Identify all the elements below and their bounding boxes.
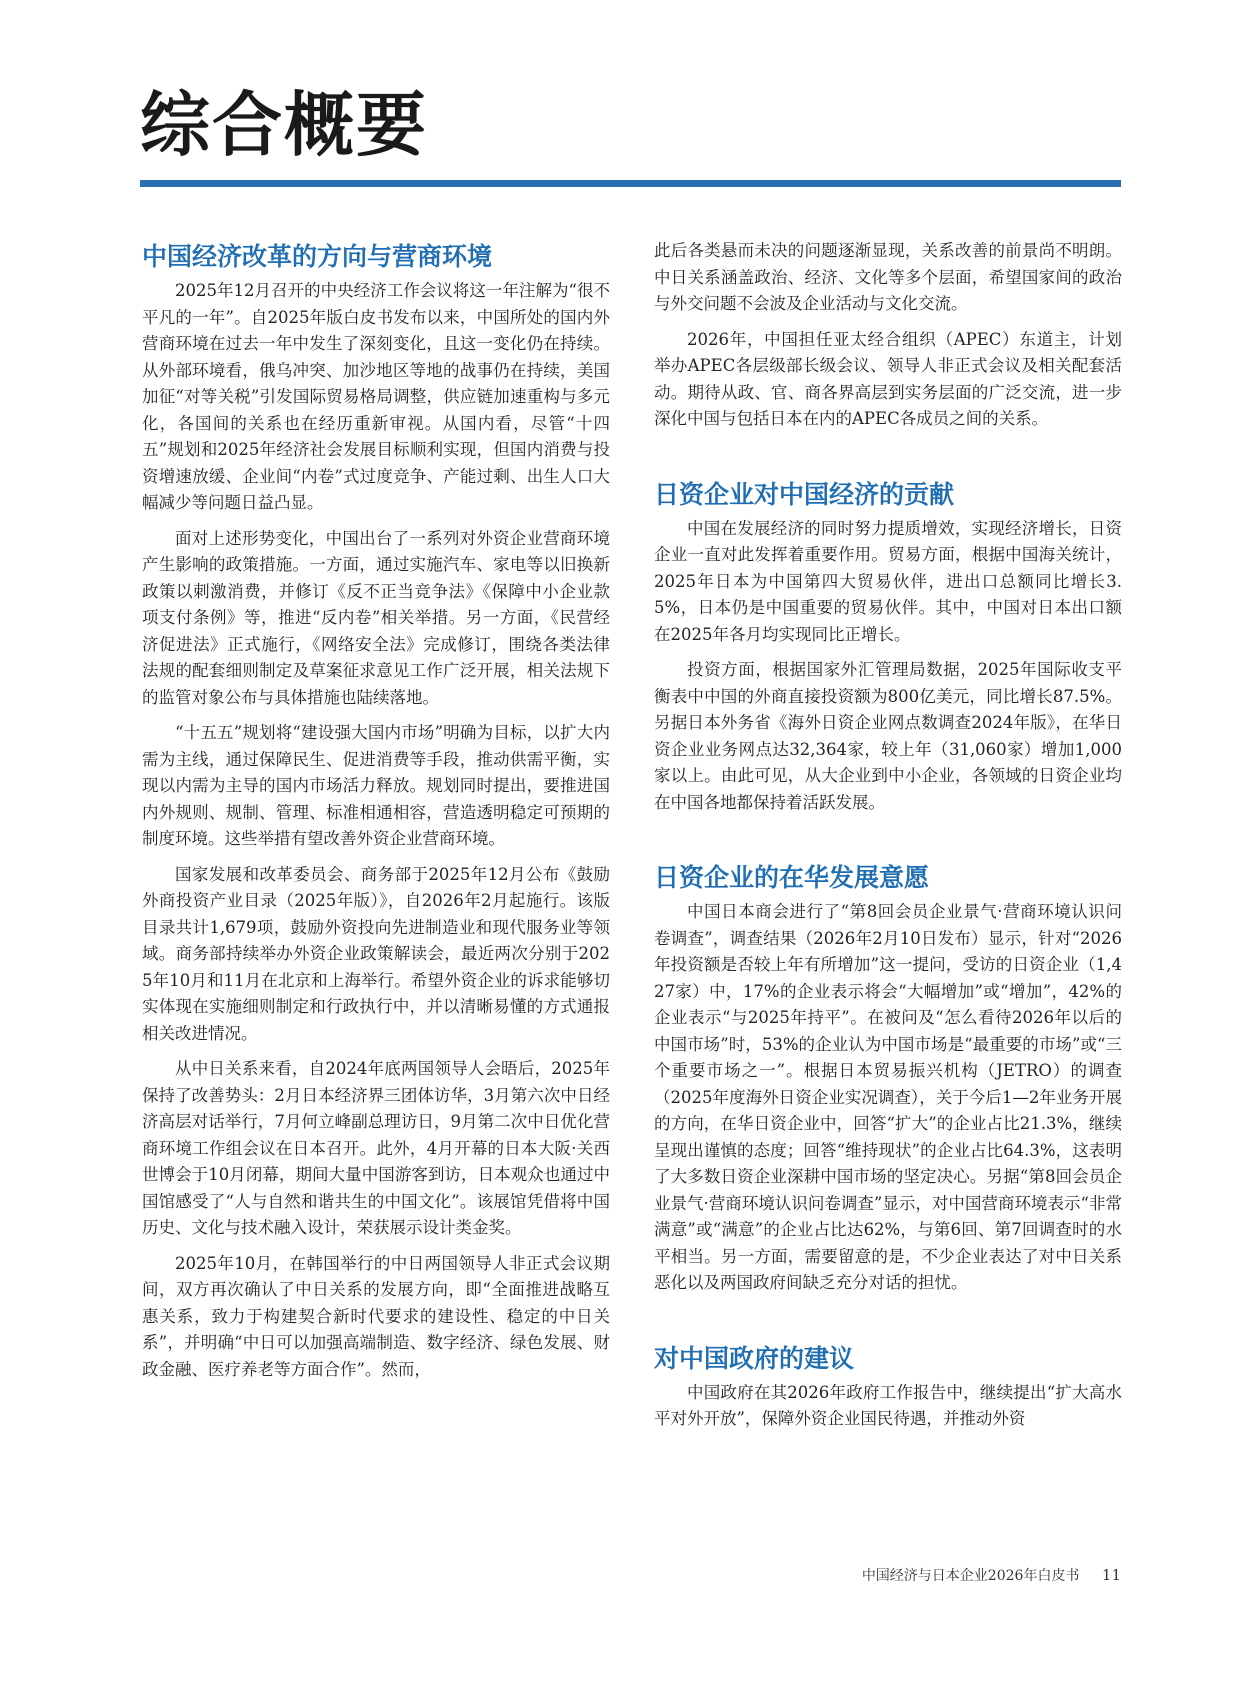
paragraph: 中国在发展经济的同时努力提质增效，实现经济增长，日资企业一直对此发挥着重要作用。贸易方面，根据中国海关统计，2025年日本为中国第四大贸易伙伴，进出口总额同比增长3.5%，日本仍是中国重要的贸易伙伴。其中，中国对日本出口额在2025年各月均实现同比正增长。 <box>654 518 1122 644</box>
section-heading-recommendations: 对中国政府的建议 <box>654 1343 855 1373</box>
paragraph: 中国日本商会进行了“第8回会员企业景气·营商环境认识问卷调查”，调查结果（2026年2月10日发布）显示，针对“2026年投资额是否较上年有所增加”这一提问，受访的日资企业（1,427家）中，17%的企业表示将会“大幅增加”或“增加”，42%的企业表示“与2025年持平”。在被问及“怎么看待2026年以后的中国市场”时，53%的企业认为中国市场是“最重要的市场”或“三个重要市场之一”。根据日本贸易振兴机构（JETRO）的调查（2025年度海外日资企业实况调查），关于今后1—2年业务开展的方向，在华日资企业中，回答“扩大”的企业占比21.3%，继续呈现出谨慎的态度；回答“维持现状”的企业占比64.3%，这表明了大多数日资企业深耕中国市场的坚定决心。另据“第8回会员企业景气·营商环境认识问卷调查”显示，对中国营商环境表示“非常满意”或“满意”的企业占比达62%，与第6回、第7回调查时的水平相当。另一方面，需要留意的是，不少企业表达了对中日关系恶化以及两国政府间缺乏充分对话的担忧。 <box>654 902 1122 1292</box>
paragraph: 2025年10月，在韩国举行的中日两国领导人非正式会议期间，双方再次确认了中日关系的发展方向，即“全面推进战略互惠关系，致力于构建契合新时代要求的建设性、稳定的中日关系”，并明确“中日可以加强高端制造、数字经济、绿色发展、财政金融、医疗养老等方面合作”。然而， <box>142 1253 610 1379</box>
section-heading-contribution: 日资企业对中国经济的贡献 <box>654 479 955 509</box>
section-heading-development-intent: 日资企业的在华发展意愿 <box>654 863 930 892</box>
paragraph: 中国政府在其2026年政府工作报告中，继续提出“扩大高水平对外开放”，保障外资企业国民待遇，并推动外资 <box>654 1382 1122 1428</box>
paragraph-continued: 此后各类悬而未决的问题逐渐显现，关系改善的前景尚不明朗。中日关系涵盖政治、经济、文化等多个层面，希望国家间的政治与外交问题不会波及企业活动与文化交流。 <box>654 241 1122 313</box>
paragraph: “十五五”规划将“建设强大国内市场”明确为目标，以扩大内需为主线，通过保障民生、促进消费等手段，推动供需平衡，实现以内需为主导的国内市场活力释放。规划同时提出，要推进国内外规则、规制、管理、标准相通相容，营造透明稳定可预期的制度环境。这些举措有望改善外资企业营商环境。 <box>142 723 610 848</box>
paragraph: 从中日关系来看，自2024年底两国领导人会晤后，2025年保持了改善势头：2月日本经济界三团体访华，3月第六次中日经济高层对话举行，7月何立峰副总理访日，9月第二次中日优化营商环境工作组会议在日本召开。此外，4月开幕的日本大阪·关西世博会于10月闭幕，期间大量中国游客到访，日本观众也通过中国馆感受了“人与自然和谐共生的中国文化”。该展馆凭借将中国历史、文化与技术融入设计，荣获展示设计类金奖。 <box>142 1059 610 1237</box>
section-heading-reform: 中国经济改革的方向与营商环境 <box>142 242 493 271</box>
page-number: 11 <box>1101 1566 1121 1584</box>
paragraph: 2026年，中国担任亚太经合组织（APEC）东道主，计划举办APEC各层级部长级会议、领导人非正式会议及相关配套活动。期待从政、官、商各界高层到实务层面的广泛交流，进一步深化中国与包括日本在内的APEC各成员之间的关系。 <box>654 329 1122 428</box>
paragraph: 国家发展和改革委员会、商务部于2025年12月公布《鼓励外商投资产业目录（2025年版）》，自2026年2月起施行。该版目录共计1,679项，鼓励外资投向先进制造业和现代服务业等领域。商务部持续举办外资企业政策解读会，最近两次分别于2025年10月和11月在北京和上海举行。希望外资企业的诉求能够切实体现在实施细则制定和行政执行中，并以清晰易懂的方式通报相关改进情况。 <box>142 864 610 1043</box>
paragraph: 面对上述形势变化，中国出台了一系列对外资企业营商环境产生影响的政策措施。一方面，通过实施汽车、家电等以旧换新政策以刺激消费，并修订《反不正当竞争法》《保障中小企业款项支付条例》等，推进“反内卷”相关举措。另一方面，《民营经济促进法》正式施行，《网络安全法》完成修订，围绕各类法律法规的配套细则制定及草案征求意见工作广泛开展，相关法规下的监管对象公布与具体措施也陆续落地。 <box>142 528 610 707</box>
page-footer <box>862 1565 1121 1585</box>
page-title: 综合概要 <box>140 84 428 166</box>
left-column <box>142 238 610 1392</box>
title-rule <box>140 180 1121 187</box>
paragraph: 投资方面，根据国家外汇管理局数据，2025年国际收支平衡表中中国的外商直接投资额为800亿美元，同比增长87.5%。另据日本外务省《海外日资企业网点数调查2024年版》，在华日资企业业务网点达32,364家，较上年（31,060家）增加1,000家以上。由此可见，从大企业到中小企业，各领域的日资企业均在中国各地都保持着活跃发展。 <box>654 660 1122 812</box>
paragraph: 2025年12月召开的中央经济工作会议将这一年注解为“很不平凡的一年”。自2025年版白皮书发布以来，中国所处的国内外营商环境在过去一年中发生了深刻变化，且这一变化仍在持续。从外部环境看，俄乌冲突、加沙地区等地的战事仍在持续，美国加征“对等关税”引发国际贸易格局调整，供应链加速重构与多元化，各国间的关系也在经历重新审视。从国内看，尽管“十四五”规划和2025年经济社会发展目标顺利实现，但国内消费与投资增速放缓、企业间“内卷”式过度竞争、产能过剩、出生人口大幅减少等问题日益凸显。 <box>142 281 610 512</box>
right-column <box>654 238 1122 1442</box>
publication-title: 中国经济与日本企业2026年白皮书 <box>861 1568 1080 1584</box>
